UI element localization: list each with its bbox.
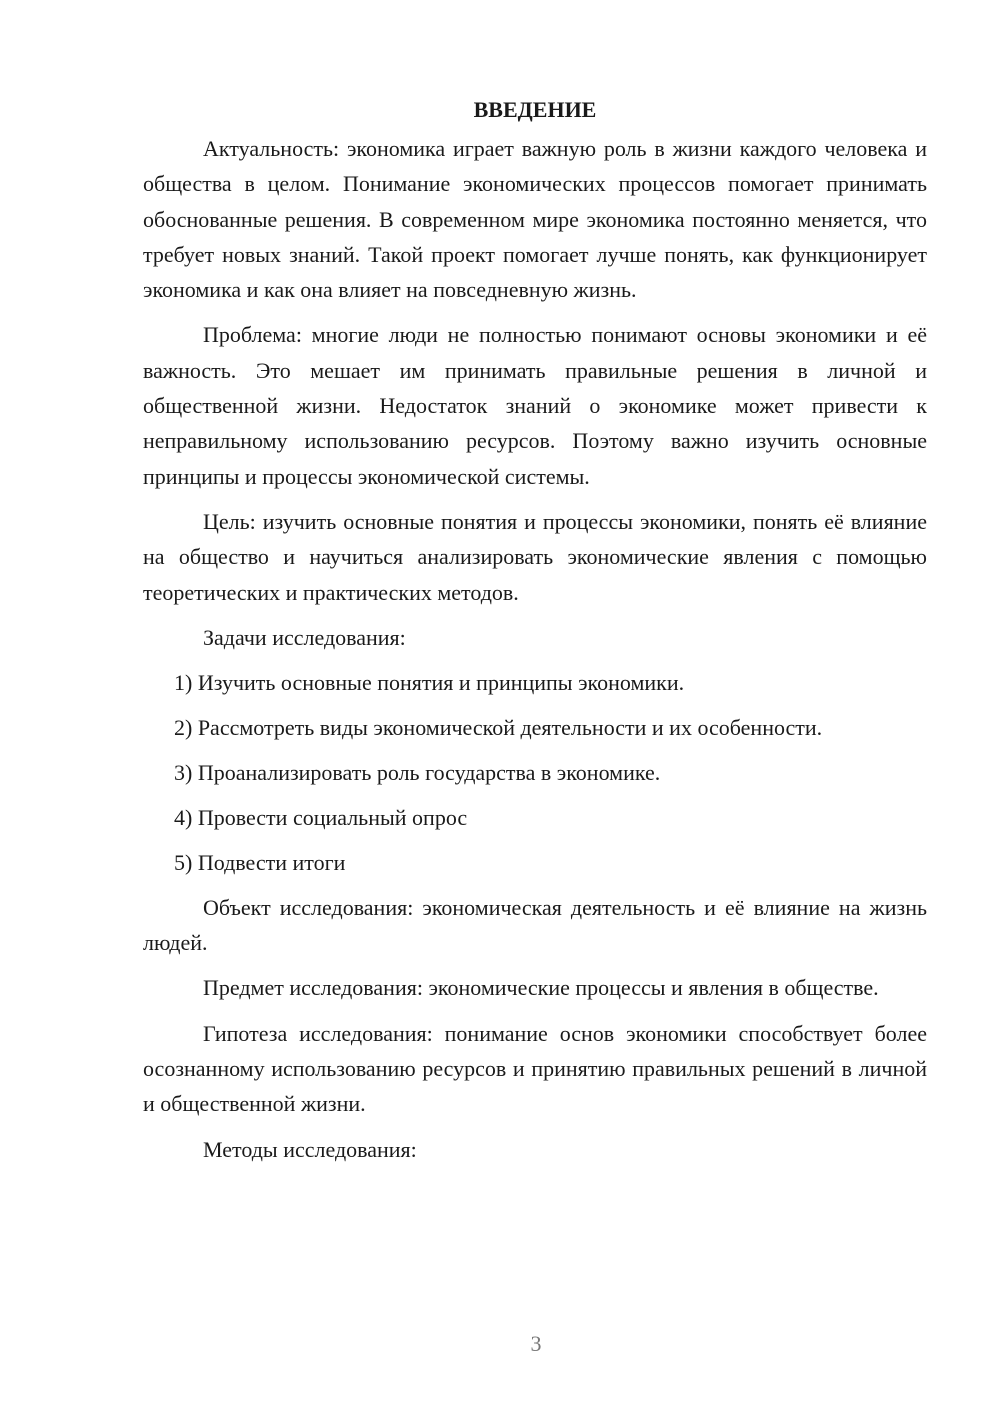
relevance-paragraph: Актуальность: экономика играет важную роль в жизни каждого человека и общества в целом. Понимание экономических процессов помогает принимать обоснованные решения. В современном мире экономика постоянно меняется, что требует новых знаний. Такой проект помогает лучше понять, как функционирует экономика и как она влияет на повседневную жизнь. [143,136,927,303]
object-paragraph: Объект исследования: экономическая деятельность и её влияние на жизнь людей. [143,894,927,956]
list-item: 4) Провести социальный опрос [174,804,468,830]
list-item: 5) Подвести итоги [174,849,346,875]
goal-paragraph: Цель: изучить основные понятия и процессы экономики, понять её влияние на общество и научиться анализировать экономические явления с помощью теоретических и практических методов. [143,508,927,605]
methods-heading: Методы исследования: [203,1136,417,1162]
page-title: ВВЕДЕНИЕ [473,97,597,122]
list-item: 1) Изучить основные понятия и принципы экономики. [174,669,685,695]
list-item: 2) Рассмотреть виды экономической деятельности и их особенности. [174,714,823,740]
list-item: 3) Проанализировать роль государства в экономике. [174,759,661,785]
hypothesis-paragraph: Гипотеза исследования: понимание основ экономики способствует более осознанному использованию ресурсов и принятию правильных решений в личной и общественной жизни. [143,1020,927,1117]
page-number: 3 [530,1331,542,1356]
tasks-heading: Задачи исследования: [203,624,406,650]
subject-paragraph: Предмет исследования: экономические процессы и явления в обществе. [203,975,879,1001]
problem-paragraph: Проблема: многие люди не полностью понимают основы экономики и её важность. Это мешает им принимать правильные решения в личной и общественной жизни. Недостаток знаний о экономике может привести к неправильному использованию ресурсов. Поэтому важно изучить основные принципы и процессы экономической системы. [143,322,927,489]
page-content [143,92,927,1177]
tasks-list [143,665,927,880]
